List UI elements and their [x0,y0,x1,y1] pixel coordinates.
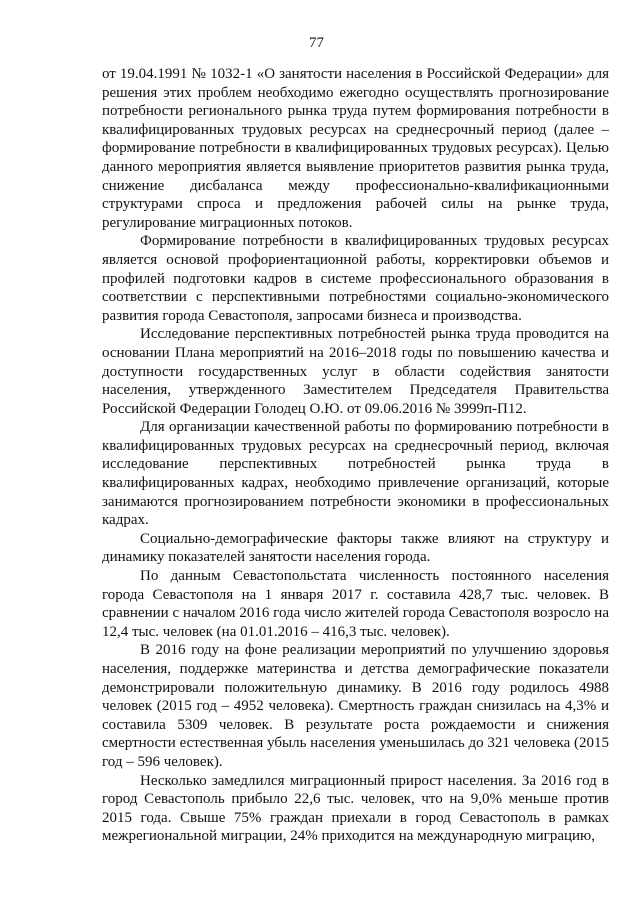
paragraph-birth-death-dynamics: В 2016 году на фоне реализации мероприятий по улучшению здоровья населения, поддержке материнства и детства демографические показатели демонстрировали положительную динамику. В 2016 году родилось 4988 человек (2015 год – 4952 человека). Смертность граждан снизилась на 4,3% и составила 5309 человек. В результате роста рождаемости и снижения смертности естественная убыль населения уменьшилась до 321 человека (2015 год – 596 человек). [102,642,609,770]
paragraph-population-statistics: По данным Севастопольстата численность постоянного населения города Севастополя на 1 января 2017 г. составила 428,7 тыс. человек. В сравнении с началом 2016 года число жителей города Севастополя возросло на 12,4 тыс. человек (на 01.01.2016 – 416,3 тыс. человек). [102,568,609,640]
paragraph-labor-resources-need: Формирование потребности в квалифицированных трудовых ресурсах является основой профориентационной работы, корректировки объемов и профилей подготовки кадров в системе профессионального образования в соответствии с перспективными потребностями социально-экономического развития города Севастополя, запросами бизнеса и производства. [102,233,609,324]
paragraph-socio-demographic-factors: Социально-демографические факторы также влияют на структуру и динамику показателей занятости населения города. [102,530,609,566]
paragraph-migration-growth: Несколько замедлился миграционный прирост населения. За 2016 год в город Севастополь прибыло 22,6 тыс. человек, что на 9,0% меньше против 2015 года. Свыше 75% граждан приехали в город Севастополь в рамках межрегиональной миграции, 24% приходится на международную миграцию, [102,772,609,845]
document-body [102,65,609,846]
page-number: 77 [309,35,324,51]
paragraph-organization-of-work: Для организации качественной работы по формированию потребности в квалифицированных трудовых ресурсах на среднесрочный период, включая исследование перспективных потребностей рынка труда в квалифицированных кадрах, необходимо привлечение организаций, которые занимаются прогнозированием потребности экономики в профессиональных кадрах. [102,419,609,529]
paragraph-employment-law-continuation: от 19.04.1991 № 1032-1 «О занятости населения в Российской Федерации» для решения этих проблем необходимо ежегодно осуществлять прогнозирование потребности регионального рынка труда путем формирования потребности в квалифицированных трудовых ресурсах на среднесрочный период (далее – формирование потребности в квалифицированных трудовых ресурсах). Целью данного мероприятия является выявление приоритетов развития рынка труда, снижение дисбаланса между профессионально-квалификационными структурами спроса и предложения рабочей силы на рынке труда, регулирование миграционных потоков. [102,66,609,231]
paragraph-labor-market-research: Исследование перспективных потребностей рынка труда проводится на основании Плана мероприятий на 2016–2018 годы по повышению качества и доступности государственных услуг в области содействия занятости населения, утвержденного Заместителем Председателя Правительства Российской Федерации Голодец О.Ю. от 09.06.2016 № 3999п-П12. [102,326,609,417]
